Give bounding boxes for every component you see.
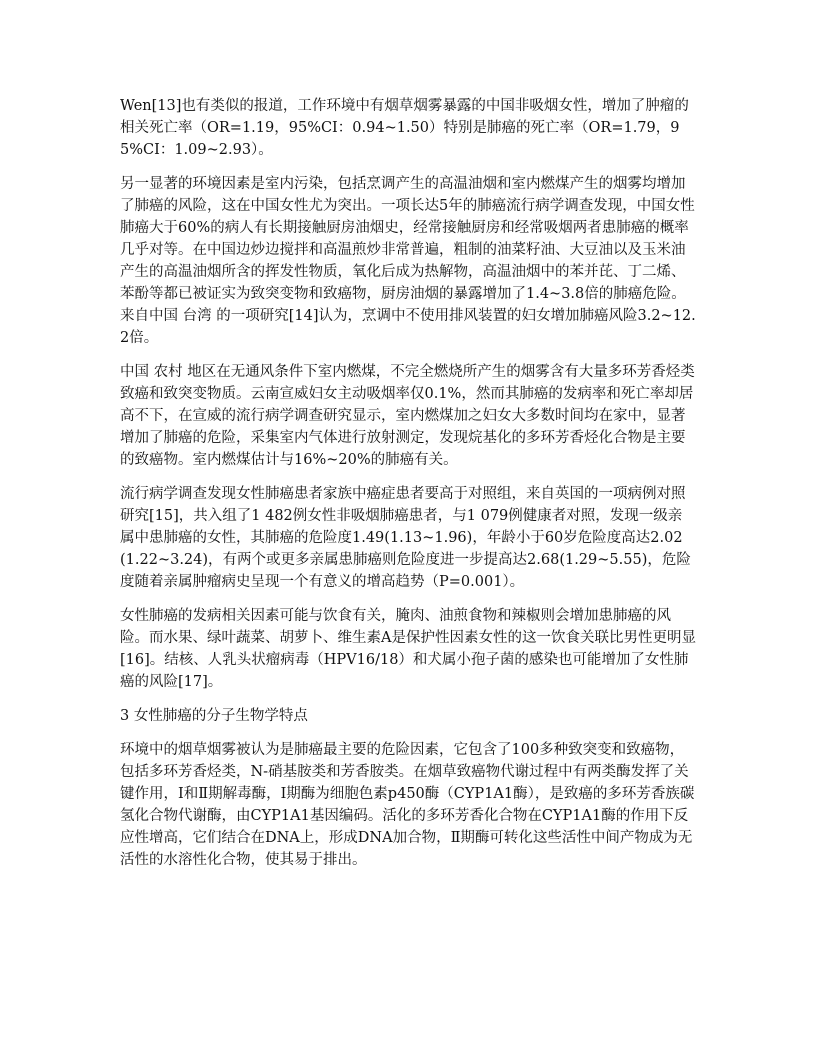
paragraph-indoor-pollution: 另一显著的环境因素是室内污染，包括烹调产生的高温油烟和室内燃煤产生的烟雾均增加了肺癌的风险，这在中国女性尤为突出。一项长达5年的肺癌流行病学调查发现，中国女性肺癌大于60%的病人有长期接触厨房油烟史，经常接触厨房和经常吸烟两者患肺癌的概率几乎对等。在中国边炒边搅拌和高温煎炒非常普遍，粗制的油菜籽油、大豆油以及玉米油产生的高温油烟所含的挥发性物质，氧化后成为热解物，高温油烟中的苯并芘、丁二烯、苯酚等都已被证实为致突变物和致癌物，厨房油烟的暴露增加了1.4~3.8倍的肺癌危险。来自中国 台湾 的一项研究[14]认为，烹调中不使用排风装置的妇女增加肺癌风险3.2~12.2倍。	[120, 176, 696, 346]
paragraph-coal-burning: 中国 农村 地区在无通风条件下室内燃煤，不完全燃烧所产生的烟雾含有大量多环芳香烃类致癌和致突变物质。云南宣威妇女主动吸烟率仅0.1%，然而其肺癌的发病率和死亡率却居高不下，在宣威的流行病学调查研究显示，室内燃煤加之妇女大多数时间均在家中，显著增加了肺癌的危险，采集室内气体进行放射测定，发现烷基化的多环芳香烃化合物是主要的致癌物。室内燃煤估计与16%~20%的肺癌有关。	[120, 364, 695, 468]
paragraph-family-history: 流行病学调查发现女性肺癌患者家族中癌症患者要高于对照组，来自英国的一项病例对照研究[15]，共入组了1 482例女性非吸烟肺癌患者，与1 079例健康者对照，发现一级亲属中患肺癌的女性，其肺癌的危险度1.49(1.13~1.96)，年龄小于60岁危险度高达2.02(1.22~3.24)，有两个或更多亲属患肺癌则危险度进一步提高达2.68(1.29~5.55)，危险度随着亲属肿瘤病史呈现一个有意义的增高趋势（P=0.001）。	[120, 486, 691, 590]
document-body	[120, 95, 696, 883]
paragraph-diet-factors: 女性肺癌的发病相关因素可能与饮食有关，腌肉、油煎食物和辣椒则会增加患肺癌的风险。而水果、绿叶蔬菜、胡萝卜、维生素A是保护性因素女性的这一饮食关联比男性更明显[16]。结核、人乳头状瘤病毒（HPV16/18）和犬属小孢子菌的感染也可能增加了女性肺癌的风险[17]。	[120, 608, 696, 690]
section-heading: 3 女性肺癌的分子生物学特点	[120, 708, 308, 724]
paragraph-wen-study: Wen[13]也有类似的报道，工作环境中有烟草烟雾暴露的中国非吸烟女性，增加了肿瘤的相关死亡率（OR=1.19，95%CI：0.94~1.50）特别是肺癌的死亡率（OR=1.79，95%CI：1.09~2.93）。	[120, 98, 689, 158]
paragraph-molecular-biology: 环境中的烟草烟雾被认为是肺癌最主要的危险因素，它包含了100多种致突变和致癌物，包括多环芳香烃类，N-硝基胺类和芳香胺类。在烟草致癌物代谢过程中有两类酶发挥了关键作用，Ⅰ和Ⅱ期解毒酶，Ⅰ期酶为细胞色素p450酶（CYP1A1酶），是致癌的多环芳香族碳氢化合物代谢酶，由CYP1A1基因编码。活化的多环芳香化合物在CYP1A1酶的作用下反应性增高，它们结合在DNA上，形成DNA加合物，Ⅱ期酶可转化这些活性中间产物成为无活性的水溶性化合物，使其易于排出。	[120, 742, 695, 868]
